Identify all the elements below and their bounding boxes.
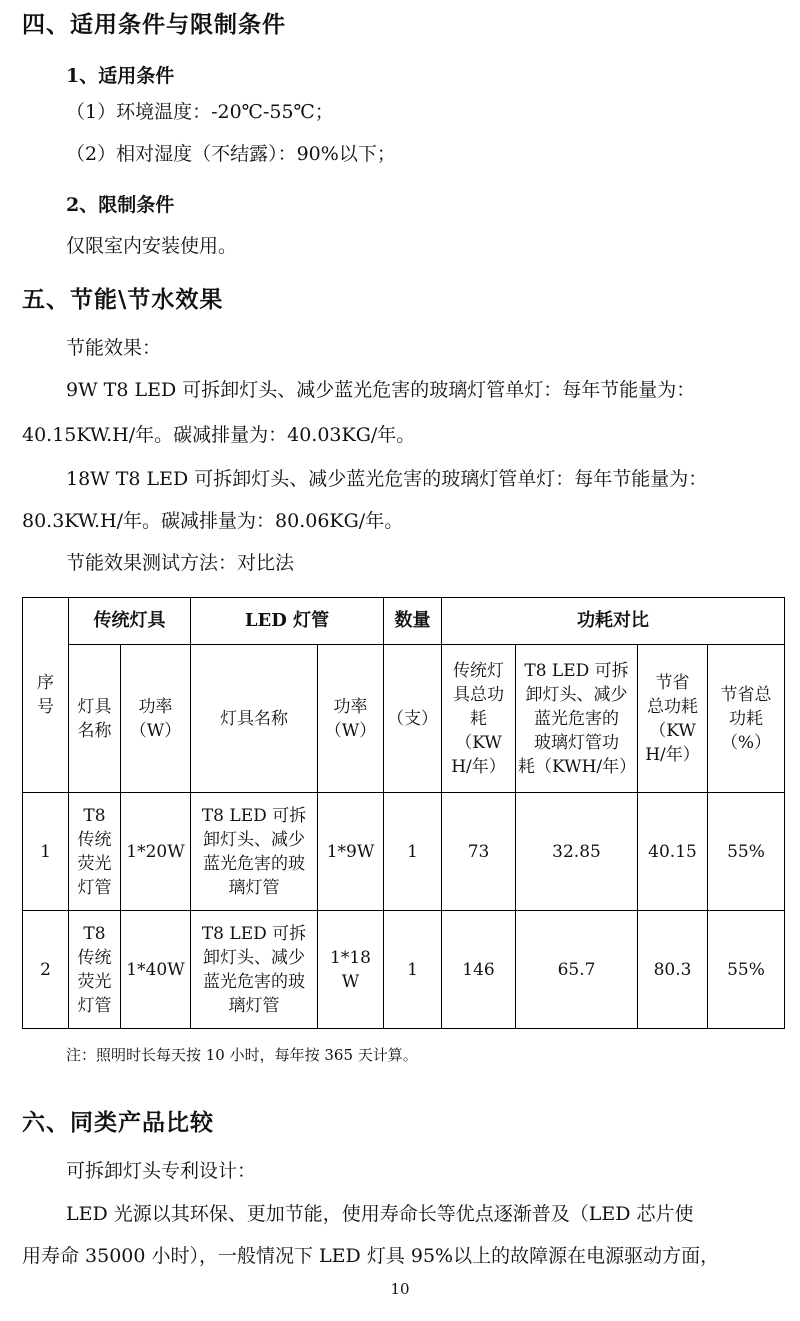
row-trad-name: T8 传统 荧光 灯管 bbox=[69, 911, 121, 1029]
header-trad-power: 功率 （W） bbox=[121, 645, 191, 793]
header-led-lamp-name: 灯具名称 bbox=[191, 645, 318, 793]
section6-p1-line1: LED 光源以其环保、更加节能，使用寿命长等优点逐渐普及（LED 芯片使 bbox=[66, 1203, 694, 1225]
section4-sub1: 1、适用条件 bbox=[66, 65, 175, 87]
section4-title: 四、适用条件与限制条件 bbox=[22, 11, 286, 38]
row-led-power: 1*9W bbox=[318, 793, 384, 911]
row-saved: 80.3 bbox=[638, 911, 708, 1029]
header-traditional: 传统灯具 bbox=[69, 598, 191, 645]
section4-sub2: 2、限制条件 bbox=[66, 194, 175, 216]
header-qty-unit: （支） bbox=[384, 645, 442, 793]
row-trad-power: 1*20W bbox=[121, 793, 191, 911]
row-seq: 1 bbox=[23, 793, 69, 911]
section5-p2-line1: 18W T8 LED 可拆卸灯头、减少蓝光危害的玻璃灯管单灯：每年节能量为： bbox=[66, 468, 708, 490]
row-trad-total: 73 bbox=[442, 793, 516, 911]
section5-p2-line2: 80.3KW.H/年。碳减排量为：80.06KG/年。 bbox=[22, 510, 404, 532]
row-led-name: T8 LED 可拆 卸灯头、减少 蓝光危害的玻 璃灯管 bbox=[191, 911, 318, 1029]
row-pct: 55% bbox=[708, 911, 785, 1029]
section6-title: 六、同类产品比较 bbox=[22, 1109, 214, 1136]
header-led-total: T8 LED 可拆 卸灯头、减少 蓝光危害的 玻璃灯管功 耗（KWH/年） bbox=[516, 645, 638, 793]
header-led: LED 灯管 bbox=[191, 598, 384, 645]
row-qty: 1 bbox=[384, 793, 442, 911]
row-qty: 1 bbox=[384, 911, 442, 1029]
section6-p1-line2: 用寿命 35000 小时），一般情况下 LED 灯具 95%以上的故障源在电源驱动方面， bbox=[22, 1245, 720, 1267]
table-header-row-1 bbox=[23, 598, 785, 645]
page-number: 10 bbox=[390, 1280, 410, 1298]
header-saved-total: 节省 总功耗 （KW H/年） bbox=[638, 645, 708, 793]
table-row bbox=[23, 793, 785, 911]
section5-p1-line2: 40.15KW.H/年。碳减排量为：40.03KG/年。 bbox=[22, 424, 416, 446]
header-seq: 序 号 bbox=[23, 598, 69, 793]
header-trad-total: 传统灯 具总功 耗 （KW H/年） bbox=[442, 645, 516, 793]
section6-intro: 可拆卸灯头专利设计： bbox=[66, 1160, 257, 1182]
section5-p1-line1: 9W T8 LED 可拆卸灯头、减少蓝光危害的玻璃灯管单灯：每年节能量为： bbox=[66, 379, 696, 401]
row-pct: 55% bbox=[708, 793, 785, 911]
row-trad-name: T8 传统 荧光 灯管 bbox=[69, 793, 121, 911]
row-saved: 40.15 bbox=[638, 793, 708, 911]
limit-text: 仅限室内安装使用。 bbox=[66, 235, 238, 257]
header-qty: 数量 bbox=[384, 598, 442, 645]
section5-intro: 节能效果： bbox=[66, 337, 162, 359]
condition-temperature: （1）环境温度：-20℃-55℃； bbox=[66, 101, 334, 123]
section5-title: 五、节能\节水效果 bbox=[22, 286, 224, 313]
section5-method: 节能效果测试方法：对比法 bbox=[66, 552, 295, 574]
condition-humidity: （2）相对湿度（不结露）：90%以下； bbox=[66, 143, 396, 165]
row-trad-power: 1*40W bbox=[121, 911, 191, 1029]
row-led-power: 1*18 W bbox=[318, 911, 384, 1029]
row-trad-total: 146 bbox=[442, 911, 516, 1029]
table-header-row-2 bbox=[23, 645, 785, 793]
table-row bbox=[23, 911, 785, 1029]
energy-comparison-table bbox=[22, 597, 785, 1029]
header-trad-lamp-name: 灯具 名称 bbox=[69, 645, 121, 793]
row-led-name: T8 LED 可拆 卸灯头、减少 蓝光危害的玻 璃灯管 bbox=[191, 793, 318, 911]
header-power-compare: 功耗对比 bbox=[442, 598, 785, 645]
row-led-total: 65.7 bbox=[516, 911, 638, 1029]
header-saved-pct: 节省总 功耗 （%） bbox=[708, 645, 785, 793]
row-led-total: 32.85 bbox=[516, 793, 638, 911]
table-note: 注：照明时长每天按 10 小时，每年按 365 天计算。 bbox=[66, 1046, 418, 1064]
header-led-power: 功率 （W） bbox=[318, 645, 384, 793]
row-seq: 2 bbox=[23, 911, 69, 1029]
